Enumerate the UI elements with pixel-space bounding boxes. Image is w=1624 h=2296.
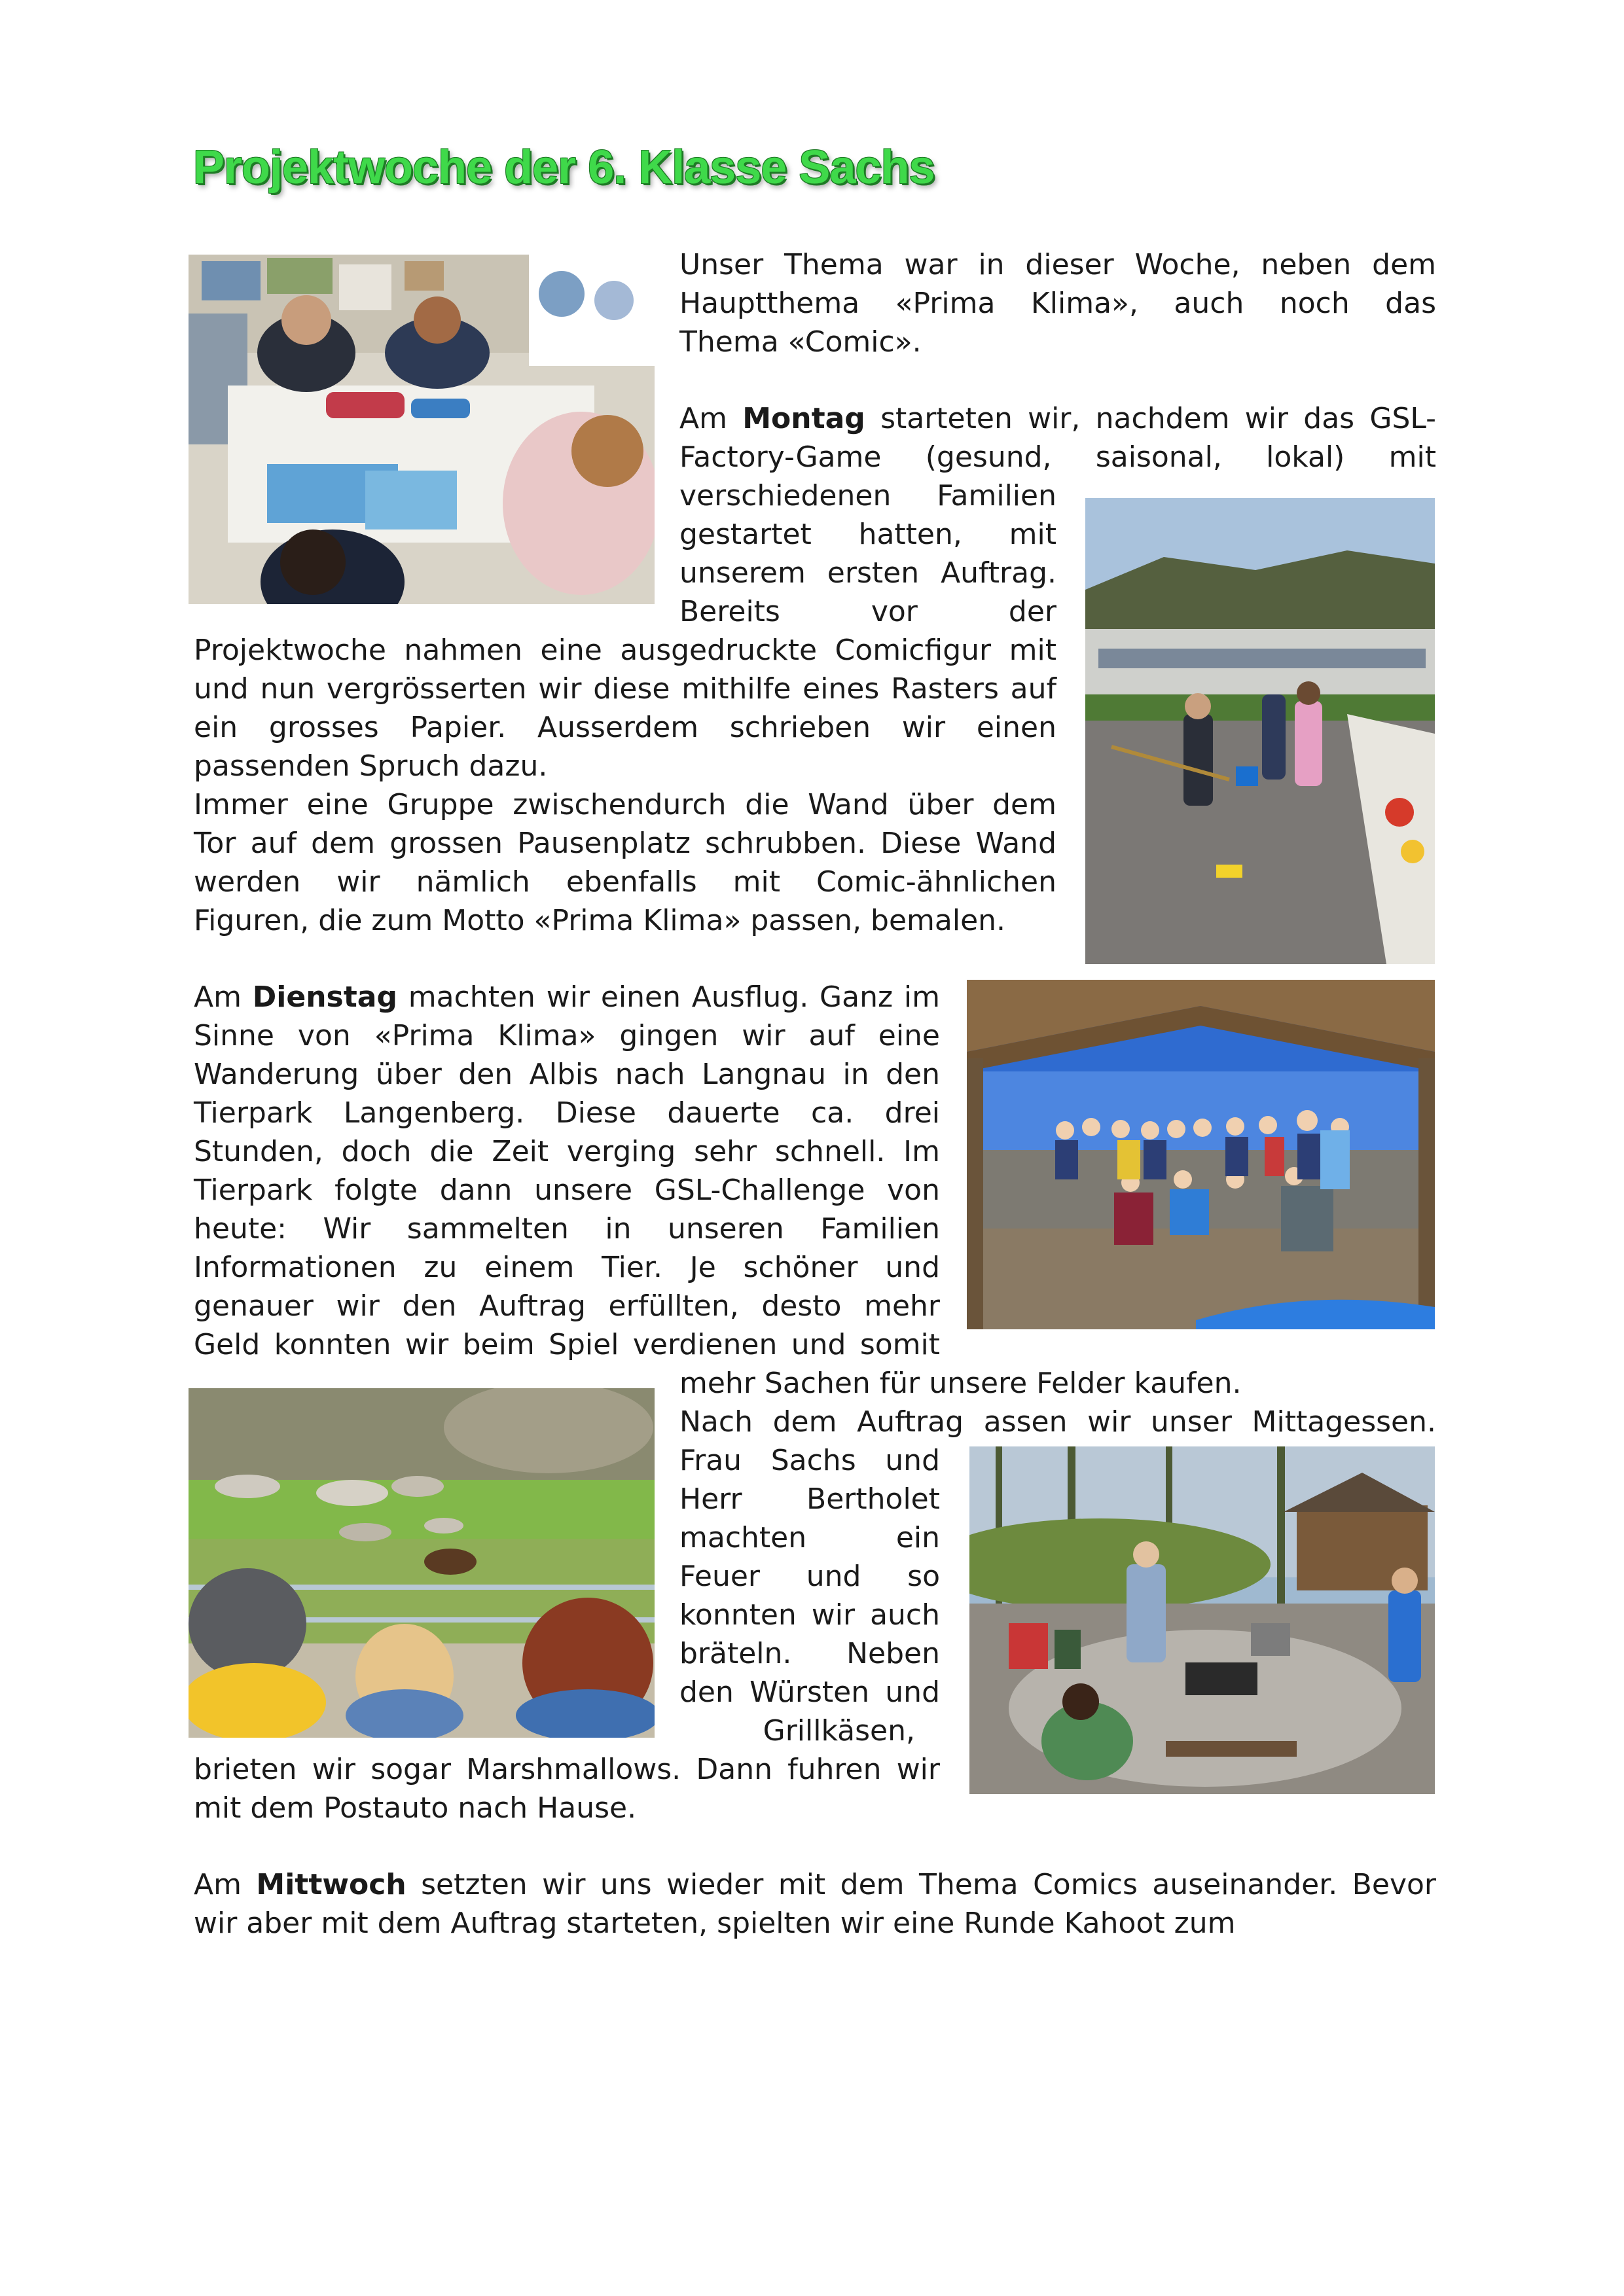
text-line: bräteln. Neben	[679, 1637, 940, 1670]
photo-zoo-bear	[189, 1388, 655, 1738]
text-line: genauer wir den Auftrag erfüllten, desto mehr	[194, 1289, 940, 1323]
text-line: verschiedenen Familien	[679, 479, 1056, 512]
text-line: wir aber mit dem Auftrag starteten, spielten wir eine Runde Kahoot zum	[194, 1907, 1236, 1940]
photo-forest-grill	[969, 1446, 1435, 1794]
text-line: Thema «Comic».	[679, 325, 922, 359]
text-line: machten ein	[679, 1521, 940, 1554]
text-line: passenden Spruch dazu.	[194, 749, 548, 783]
text-line: Factory-Game (gesund, saisonal, lokal) mit	[679, 440, 1436, 474]
text-line: unserem ersten Auftrag.	[679, 556, 1056, 590]
text-line: brieten wir sogar Marshmallows. Dann fuhren wir	[194, 1753, 940, 1786]
weekday-mittwoch: Mittwoch	[256, 1868, 406, 1901]
text-line: Unser Thema war in dieser Woche, neben dem	[679, 248, 1436, 281]
text-line: heute: Wir sammelten in unseren Familien	[194, 1212, 940, 1246]
text-line: Feuer und so	[679, 1560, 940, 1593]
text-line: gestartet hatten, mit	[679, 518, 1056, 551]
text-line: Figuren, die zum Motto «Prima Klima» passen, bemalen.	[194, 904, 1006, 937]
text-line: mit dem Postauto nach Hause.	[194, 1791, 637, 1825]
photo-schoolyard-scrubbing	[1085, 498, 1435, 964]
text-line: den Würsten und	[679, 1676, 940, 1709]
weekday-dienstag: Dienstag	[252, 980, 397, 1014]
text-line: Informationen zu einem Tier. Je schöner und	[194, 1251, 940, 1284]
text-line: ein grosses Papier. Ausserdem schrieben wir einen	[194, 711, 1056, 744]
page-title: Projektwoche der 6. Klasse Sachs	[193, 141, 935, 194]
text-line: Herr Bertholet	[679, 1482, 940, 1516]
text-line: Sinne von «Prima Klima» gingen wir auf eine	[194, 1019, 940, 1052]
text-line: werden wir nämlich ebenfalls mit Comic-ähnlichen	[194, 865, 1056, 899]
text-line: Am Dienstag machten wir einen Ausflug. Ganz im	[194, 980, 940, 1014]
text-line: Bereits vor der	[679, 595, 1056, 628]
text-line: Frau Sachs und	[679, 1444, 940, 1477]
text-line: Nach dem Auftrag assen wir unser Mittagessen.	[679, 1405, 1436, 1439]
text-line: Grillkäsen,	[763, 1714, 915, 1748]
text-line: Immer eine Gruppe zwischendurch die Wand über dem	[194, 788, 1056, 821]
photo-group-pavilion	[967, 980, 1435, 1329]
text-line: Wanderung über den Albis nach Langnau in den	[194, 1058, 940, 1091]
text-line: konnten wir auch	[679, 1598, 940, 1632]
text-line: Am Montag starteten wir, nachdem wir das GSL-	[679, 402, 1436, 435]
text-line: Projektwoche nahmen eine ausgedruckte Comicfigur mit	[194, 634, 1056, 667]
text-line: mehr Sachen für unsere Felder kaufen.	[679, 1367, 1242, 1400]
text-line: Am Mittwoch setzten wir uns wieder mit dem Thema Comics auseinander. Bevor	[194, 1868, 1436, 1901]
text-line: Tor auf dem grossen Pausenplatz schrubben. Diese Wand	[194, 827, 1056, 860]
photo-classroom-drawing	[189, 255, 655, 604]
text-line: Tierpark Langenberg. Diese dauerte ca. drei	[194, 1096, 940, 1130]
text-line: Stunden, doch die Zeit verging sehr schnell. Im	[194, 1135, 940, 1168]
text-line: Tierpark folgte dann unsere GSL-Challenge von	[194, 1174, 940, 1207]
weekday-montag: Montag	[742, 402, 865, 435]
text-line: Hauptthema «Prima Klima», auch noch das	[679, 287, 1436, 320]
text-line: Geld konnten wir beim Spiel verdienen und somit	[194, 1328, 940, 1361]
text-line: und nun vergrösserten wir diese mithilfe eines Rasters auf	[194, 672, 1056, 706]
